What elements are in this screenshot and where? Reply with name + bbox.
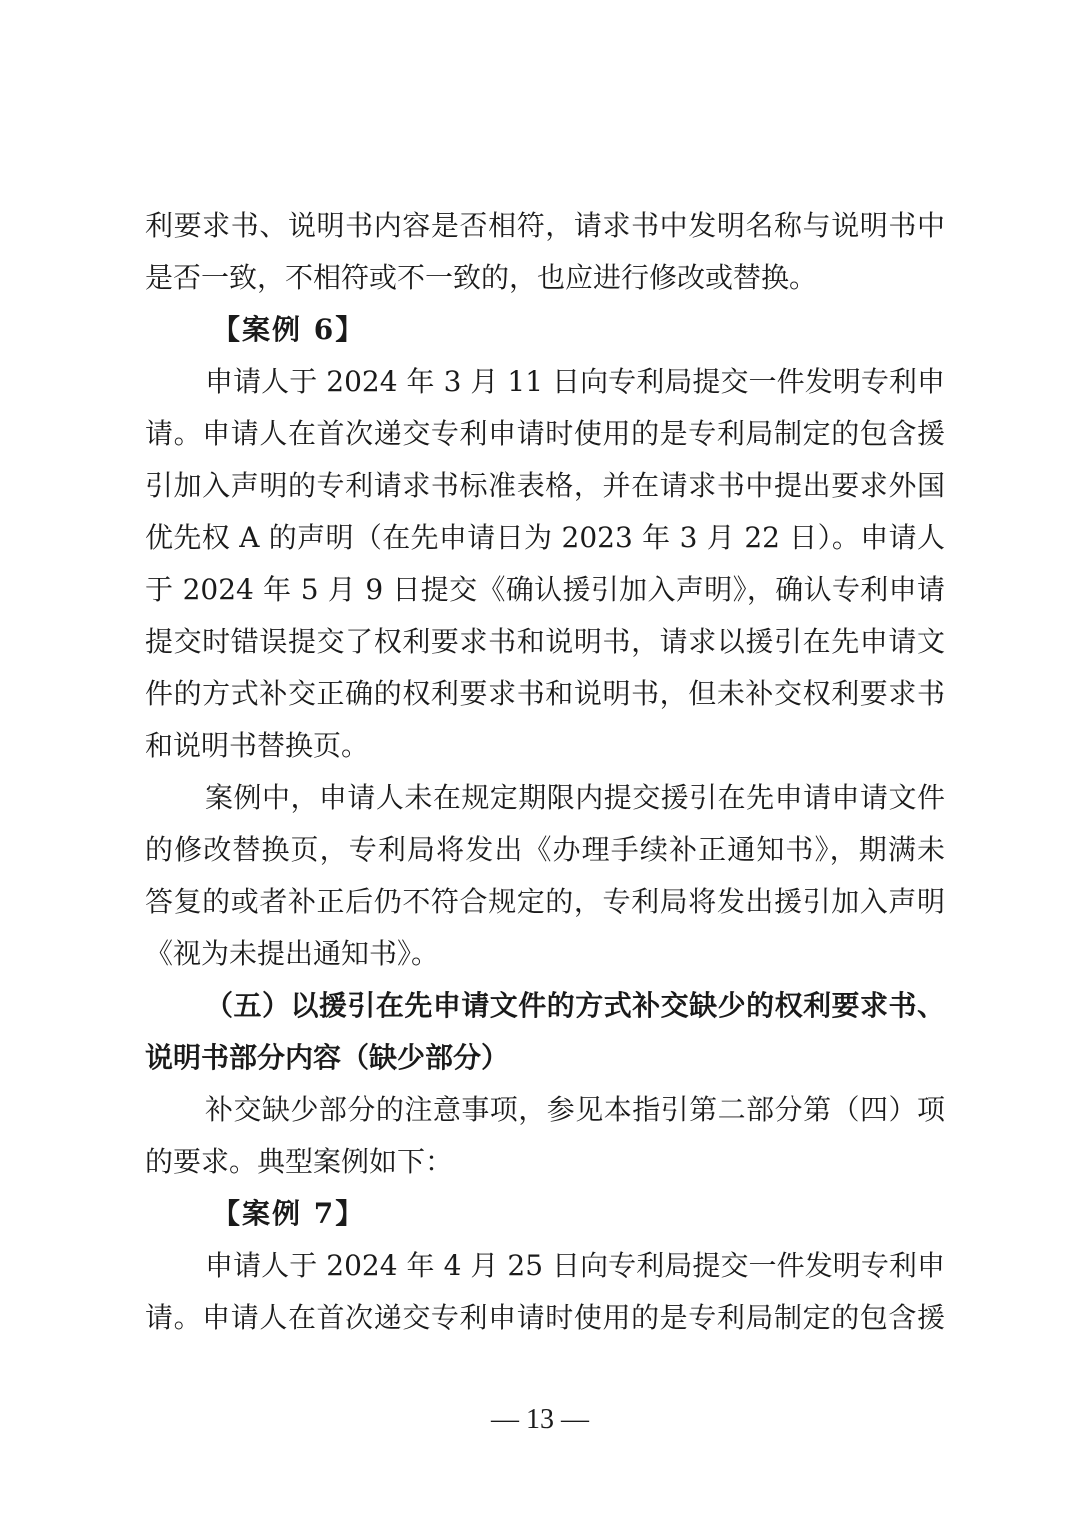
text-line: 答复的或者补正后仍不符合规定的，专利局将发出援引加入声明 bbox=[145, 885, 945, 918]
text-line: 请。申请人在首次递交专利申请时使用的是专利局制定的包含援 bbox=[145, 1301, 945, 1334]
text-line: 请。申请人在首次递交专利申请时使用的是专利局制定的包含援 bbox=[145, 417, 945, 450]
text-line: 于 2024 年 5 月 9 日提交《确认援引加入声明》，确认专利申请 bbox=[145, 573, 945, 606]
case-heading: 【案例 6】 bbox=[212, 313, 366, 346]
case-heading: 【案例 7】 bbox=[212, 1197, 366, 1230]
text-line: 引加入声明的专利请求书标准表格，并在请求书中提出要求外国 bbox=[145, 469, 945, 502]
text-line: 案例中，申请人未在规定期限内提交援引在先申请申请文件 bbox=[205, 781, 945, 814]
text-line: 申请人于 2024 年 4 月 25 日向专利局提交一件发明专利申 bbox=[205, 1249, 945, 1282]
text-line: 补交缺少部分的注意事项，参见本指引第二部分第（四）项 bbox=[205, 1093, 945, 1126]
text-line: 优先权 A 的声明（在先申请日为 2023 年 3 月 22 日）。申请人 bbox=[145, 521, 945, 554]
text-line: 是否一致，不相符或不一致的，也应进行修改或替换。 bbox=[145, 261, 818, 294]
text-line: 申请人于 2024 年 3 月 11 日向专利局提交一件发明专利申 bbox=[205, 365, 945, 398]
text-line: 的要求。典型案例如下： bbox=[145, 1145, 454, 1178]
text-line: 提交时错误提交了权利要求书和说明书，请求以援引在先申请文 bbox=[145, 625, 945, 658]
text-line: 的修改替换页，专利局将发出《办理手续补正通知书》，期满未 bbox=[145, 833, 945, 866]
text-line: 利要求书、说明书内容是否相符，请求书中发明名称与说明书中 bbox=[145, 209, 945, 242]
text-line: 和说明书替换页。 bbox=[145, 729, 370, 762]
page-number: — 13 — bbox=[491, 1404, 589, 1435]
text-line: 《视为未提出通知书》。 bbox=[145, 937, 440, 970]
section-heading: （五）以援引在先申请文件的方式补交缺少的权利要求书、 bbox=[205, 989, 945, 1022]
section-heading: 说明书部分内容（缺少部分） bbox=[145, 1041, 510, 1074]
text-line: 件的方式补交正确的权利要求书和说明书，但未补交权利要求书 bbox=[145, 677, 945, 710]
